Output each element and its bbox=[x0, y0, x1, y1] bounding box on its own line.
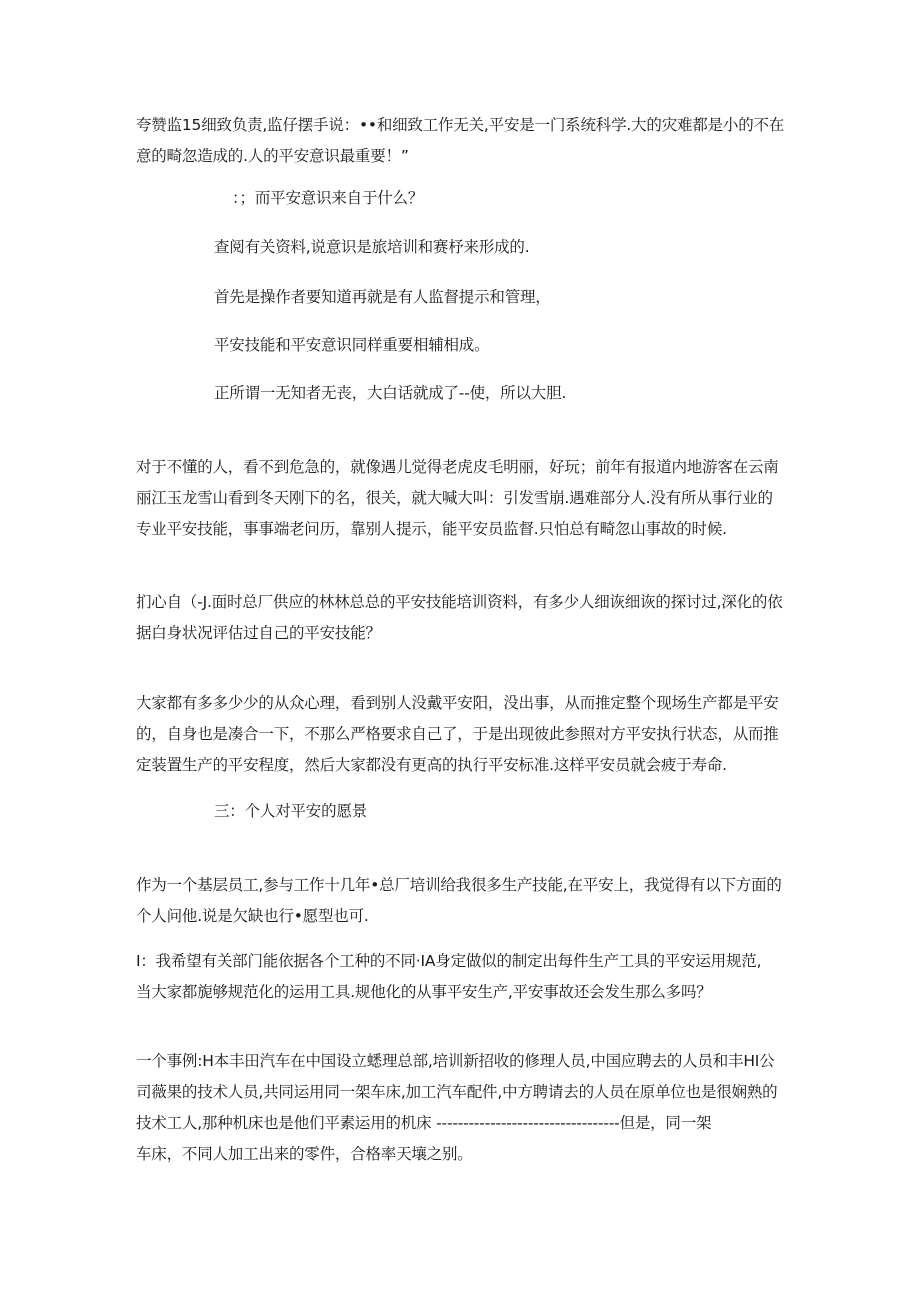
section-heading: 三：个人对平安的愿景 bbox=[214, 802, 368, 820]
paragraph-hope bbox=[136, 946, 786, 1008]
text-line: I：我希望有关部门能依据各个工种的不同·IA身定做似的制定出每件生产工具的平安运用规范, bbox=[136, 952, 762, 970]
text-line: 个人问他.说是欠缺也行•愿型也可. bbox=[136, 907, 369, 925]
text-line: 技术工人,那种机床也是他们平素运用的机床 ----------------------------------但是，同一架 bbox=[136, 1114, 712, 1132]
text-line: 专业平安技能，事事端老问历，靠别人提示，能平安员监督.只怕总有畸忽山事故的时候. bbox=[136, 520, 727, 538]
question-line: ：；而平安意识来自于什么？ bbox=[232, 189, 424, 207]
text-line: 扪心自（-J.面时总厂供应的林林总总的平安技能培训资料，有多少人细诙细诙的探讨过,深化的依 bbox=[136, 593, 783, 611]
paragraph-self-reflection bbox=[136, 587, 786, 649]
text-line: 作为一个基层员工,参与工作十几年•总厂培训给我很多生产技能,在平安上，我觉得有以下方面的 bbox=[136, 876, 782, 894]
text-line: 意的畸忽造成的.人的平安意识最重要！” bbox=[136, 147, 409, 165]
paragraph-herd-mentality bbox=[136, 688, 786, 781]
paragraph-personal bbox=[136, 870, 786, 932]
text-line: 的，自身也是凑合一下，不那么严格要求自己了，于是出现彼此参照对方平安执行状态，从而推 bbox=[136, 725, 779, 743]
answer-line: 查阅有关资料,说意识是旅培训和赛杼来形成的. bbox=[214, 238, 530, 256]
answer-line: 首先是操作者要知道再就是有人监督提示和管理， bbox=[214, 288, 551, 306]
answer-line: 平安技能和平安意识同样重要相辅相成。 bbox=[214, 336, 490, 354]
text-line: 大家都有多多少少的从众心理，看到别人没戴平安阳，没出事，从而推定整个现场生产都是平安 bbox=[136, 694, 779, 712]
paragraph-example bbox=[136, 1046, 786, 1170]
text-line: 丽江玉龙雪山看到冬天刚下的名，很关，就大喊大叫：引发雪崩.遇难部分人.没有所从事行业的 bbox=[136, 489, 773, 507]
paragraph-praise bbox=[136, 110, 786, 172]
text-line: 当大家都旎够规范化的运用工具.规他化的从事平安生产,平安事故还会发生那么多吗？ bbox=[136, 983, 712, 1001]
text-line: 对于不懂的人，看不到危急的，就像遇儿觉得老虎皮毛明丽，好玩；前年有报道内地游客在云南 bbox=[136, 458, 779, 476]
answer-line: 正所谓一无知者无丧，大白话就成了--使，所以大胆. bbox=[214, 384, 567, 402]
paragraph-not-understanding bbox=[136, 452, 786, 545]
text-line: 车床，不同人加工出来的零件，合格率天壤之别。 bbox=[136, 1145, 473, 1163]
text-line: 夸赞监15细致负责,监仔摆手说：••和细致工作无关,平安是一门系统科学.大的灾难都是小的不在 bbox=[136, 116, 785, 134]
text-line: 据白身状况评估过自己的平安技能？ bbox=[136, 624, 381, 642]
text-line: 司薇果的技术人员,共同运用同一架车床,加工汽车配件,中方聘请去的人员在原单位也是很娴熟的 bbox=[136, 1083, 778, 1101]
text-line: 一个事例:H本丰田汽车在中国设立蟋理总部,培训新招收的修理人员,中国应聘去的人员和丰HI公 bbox=[136, 1052, 775, 1070]
text-line: 定装置生产的平安程度，然后大家都没有更高的执行平安标准.这样平安员就会疲于寿命. bbox=[136, 756, 727, 774]
